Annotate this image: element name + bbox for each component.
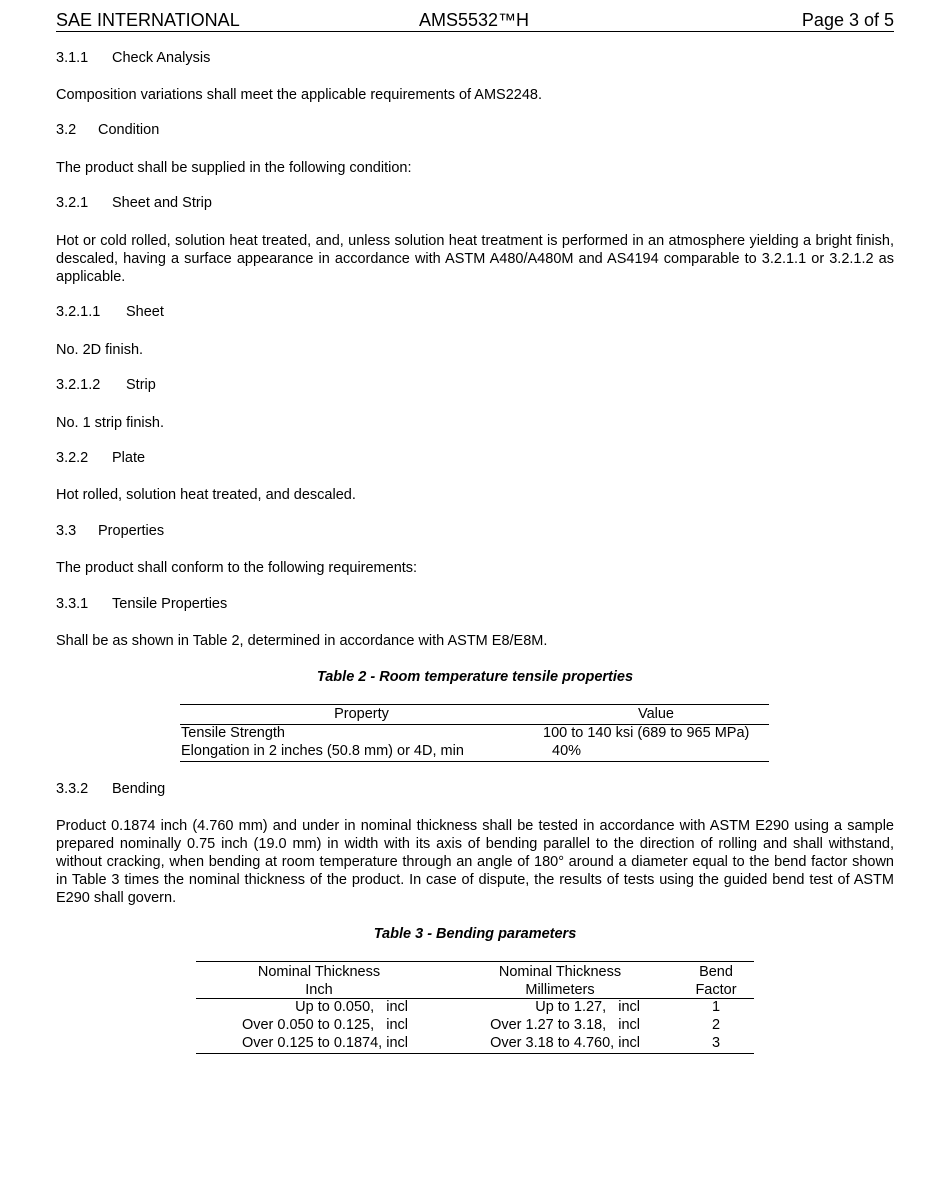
table-3-cell: Up to 1.27, incl <box>535 999 640 1015</box>
paragraph-3-3: The product shall conform to the following requirements: <box>56 560 418 576</box>
paragraph-3-3-2: Product 0.1874 inch (4.760 mm) and under in nominal thickness shall be tested in accordance with ASTM E290 using a sample prepared nominally 0.75 inch (19.0 mm) in width with its axis of bending parallel to the direction of rolling and shall withstand, without cracking, when bending at room temperature through an angle of 180° around a diameter equal to the bend factor shown in Table 3 times the nominal thickness of the product. In case of dispute, the results of tests using the guided bend test of ASTM E290 shall govern. <box>56 818 894 906</box>
table-3-cell: 3 <box>711 1035 721 1051</box>
header-page-number: Page 3 of 5 <box>801 10 894 30</box>
table-3-cell: Over 1.27 to 3.18, incl <box>490 1017 640 1033</box>
paragraph-3-2-1-2: No. 1 strip finish. <box>56 415 164 431</box>
table-3-cell: Over 3.18 to 4.760, incl <box>490 1035 640 1051</box>
heading-3-2-1: 3.2.1 Sheet and Strip <box>56 195 212 211</box>
page-header <box>56 10 894 32</box>
paragraph-3-2-2: Hot rolled, solution heat treated, and descaled. <box>56 487 356 503</box>
table-3-cell: 1 <box>711 999 721 1015</box>
table-3-cell: 2 <box>711 1017 721 1033</box>
table-3-header-factor: Bend Factor <box>695 964 737 998</box>
table-2-cell: 100 to 140 ksi (689 to 965 MPa) <box>543 725 750 741</box>
table-2-top-rule <box>180 704 769 705</box>
heading-3-3-1: 3.3.1 Tensile Properties <box>56 596 228 612</box>
table-2-header-value: Value <box>637 706 674 722</box>
table-2-caption: Table 2 - Room temperature tensile properties <box>316 669 634 685</box>
heading-3-2-1-1: 3.2.1.1 Sheet <box>56 304 164 320</box>
heading-3-3-2: 3.3.2 Bending <box>56 781 166 797</box>
header-doc-id: AMS5532™H <box>419 10 530 30</box>
heading-3-2-2: 3.2.2 Plate <box>56 450 146 466</box>
paragraph-3-3-1: Shall be as shown in Table 2, determined in accordance with ASTM E8/E8M. <box>56 633 548 649</box>
heading-3-3: 3.3 Properties <box>56 523 165 539</box>
table-3-cell: Over 0.050 to 0.125, incl <box>241 1017 408 1033</box>
table-2-cell: 40% <box>552 743 582 759</box>
heading-3-1-1: 3.1.1 Check Analysis <box>56 50 211 66</box>
heading-3-2: 3.2 Condition <box>56 122 160 138</box>
table-2-cell: Elongation in 2 inches (50.8 mm) or 4D, min <box>181 743 464 759</box>
table-3-header-mm: Nominal Thickness Millimeters <box>498 964 622 998</box>
table-2-header-property: Property <box>334 706 389 722</box>
paragraph-3-2-1: Hot or cold rolled, solution heat treated, and, unless solution heat treatment is performed in an atmosphere yielding a bright finish, descaled, having a surface appearance in accordance with ASTM A480/A480M and AS4194 comparable to 3.2.1.1 or 3.2.1.2 as applicable. <box>56 233 894 285</box>
paragraph-3-2: The product shall be supplied in the following condition: <box>56 160 412 176</box>
table-2-cell: Tensile Strength <box>181 725 285 741</box>
table-3-bottom-rule <box>196 1053 754 1054</box>
table-3-caption: Table 3 - Bending parameters <box>373 926 577 942</box>
table-3-cell: Up to 0.050, incl <box>295 999 408 1015</box>
table-3-header-inch: Nominal Thickness Inch <box>257 964 381 998</box>
table-2-bottom-rule <box>180 761 769 762</box>
heading-3-2-1-2: 3.2.1.2 Strip <box>56 377 156 393</box>
paragraph-3-2-1-1: No. 2D finish. <box>56 342 144 358</box>
paragraph-3-1-1: Composition variations shall meet the applicable requirements of AMS2248. <box>56 87 543 103</box>
header-org: SAE INTERNATIONAL <box>56 10 240 30</box>
table-3-top-rule <box>196 961 754 962</box>
table-3-cell: Over 0.125 to 0.1874, incl <box>241 1035 408 1051</box>
